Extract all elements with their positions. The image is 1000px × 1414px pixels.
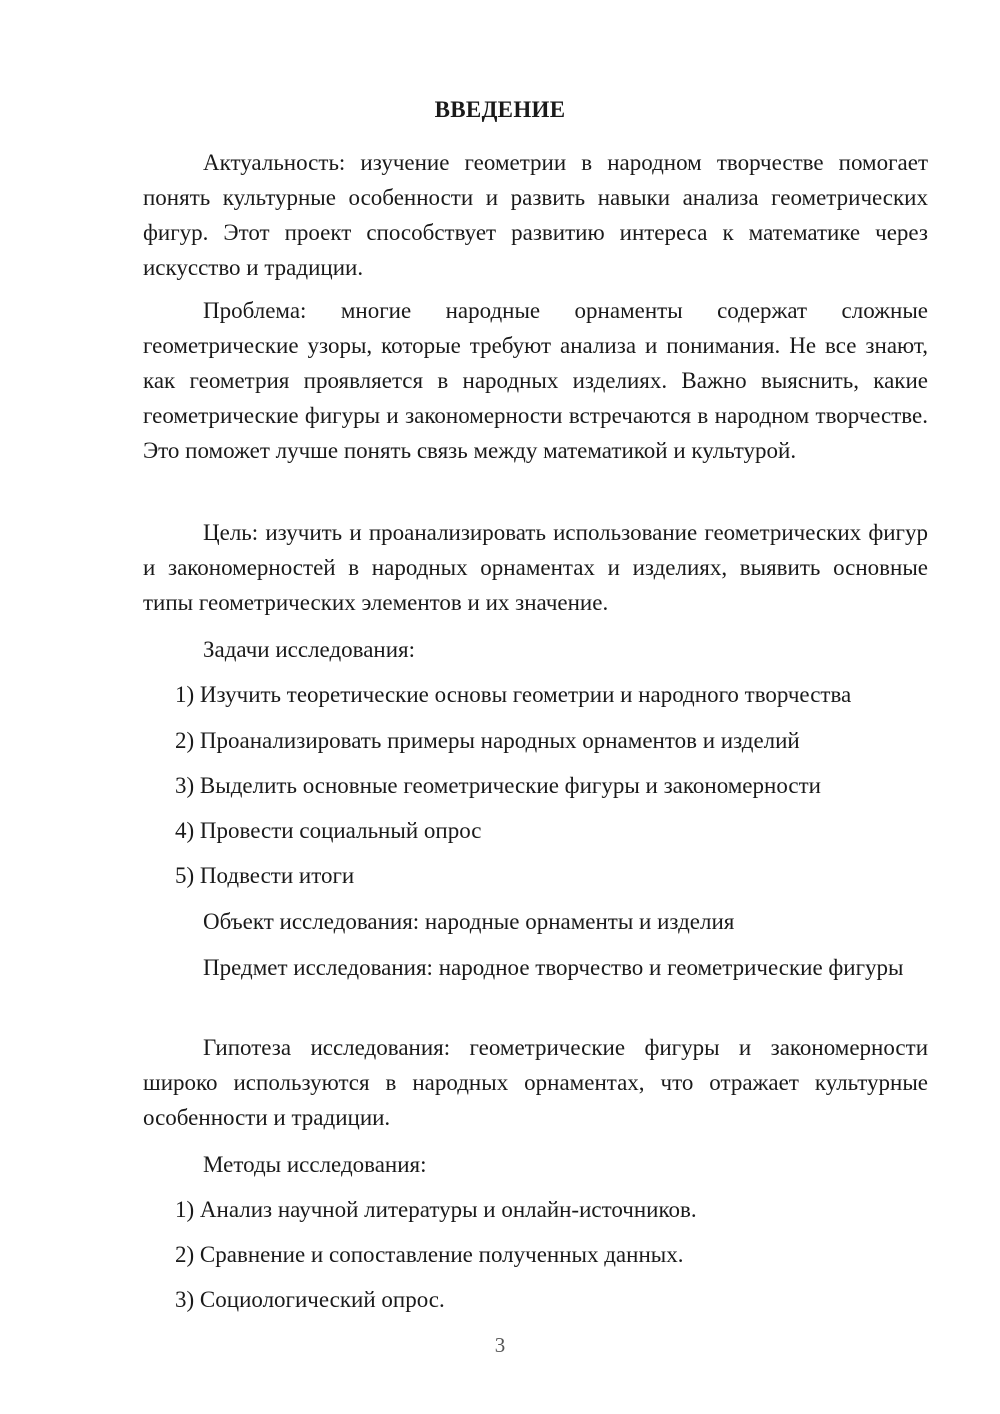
list-item-label: 1) <box>175 1197 195 1222</box>
paragraph-problem: Проблема: многие народные орнаменты содержат сложные геометрические узоры, которые требуют анализа и понимания. Не все знают, как геометрия проявляется в народных изделиях. Важно выяснить, какие геометрические фигуры и закономерности встречаются в народном творчестве. Это поможет лучше понять связь между математикой и культурой. <box>143 298 928 463</box>
list-item-text: Проанализировать примеры народных орнаментов и изделий <box>199 728 800 753</box>
list-item-task-4 <box>175 813 928 848</box>
page-number: 3 <box>494 1333 506 1357</box>
list-item-text: Изучить теоретические основы геометрии и народного творчества <box>199 682 852 707</box>
list-item-method-3 <box>175 1282 928 1317</box>
list-item-task-3 <box>175 768 928 803</box>
list-item-label: 3) <box>175 1287 195 1312</box>
list-item-label: 3) <box>175 773 195 798</box>
list-item-label: 1) <box>175 682 195 707</box>
list-item-method-1 <box>175 1192 928 1227</box>
paragraph-subject: Предмет исследования: народное творчество и геометрические фигуры <box>203 955 904 980</box>
list-item-text: Анализ научной литературы и онлайн-источников. <box>199 1197 697 1222</box>
list-item-label: 5) <box>175 863 195 888</box>
section-title: ВВЕДЕНИЕ <box>434 97 566 122</box>
list-item-label: 2) <box>175 728 195 753</box>
methods-heading: Методы исследования: <box>203 1152 427 1177</box>
list-item-text: Социологический опрос. <box>199 1287 445 1312</box>
list-item-text: Подвести итоги <box>199 863 355 888</box>
paragraph-object: Объект исследования: народные орнаменты и изделия <box>203 909 735 934</box>
list-item-text: Выделить основные геометрические фигуры и закономерности <box>199 773 821 798</box>
paragraph-relevance: Актуальность: изучение геометрии в народном творчестве помогает понять культурные особенности и развить навыки анализа геометрических фигур. Этот проект способствует развитию интереса к математике через искусство и традиции. <box>143 150 928 280</box>
paragraph-goal: Цель: изучить и проанализировать использование геометрических фигур и закономерностей в народных орнаментах и изделиях, выявить основные типы геометрических элементов и их значение. <box>143 520 928 615</box>
list-item-method-2 <box>175 1237 928 1272</box>
tasks-heading: Задачи исследования: <box>203 637 416 662</box>
list-item-label: 2) <box>175 1242 195 1267</box>
paragraph-hypothesis: Гипотеза исследования: геометрические фигуры и закономерности широко используются в народных орнаментах, что отражает культурные особенности и традиции. <box>143 1035 928 1130</box>
list-item-task-2 <box>175 723 928 758</box>
list-item-label: 4) <box>175 818 195 843</box>
list-item-task-5 <box>175 858 928 893</box>
list-item-text: Провести социальный опрос <box>199 818 482 843</box>
list-item-text: Сравнение и сопоставление полученных данных. <box>199 1242 684 1267</box>
list-item-task-1 <box>175 677 928 712</box>
